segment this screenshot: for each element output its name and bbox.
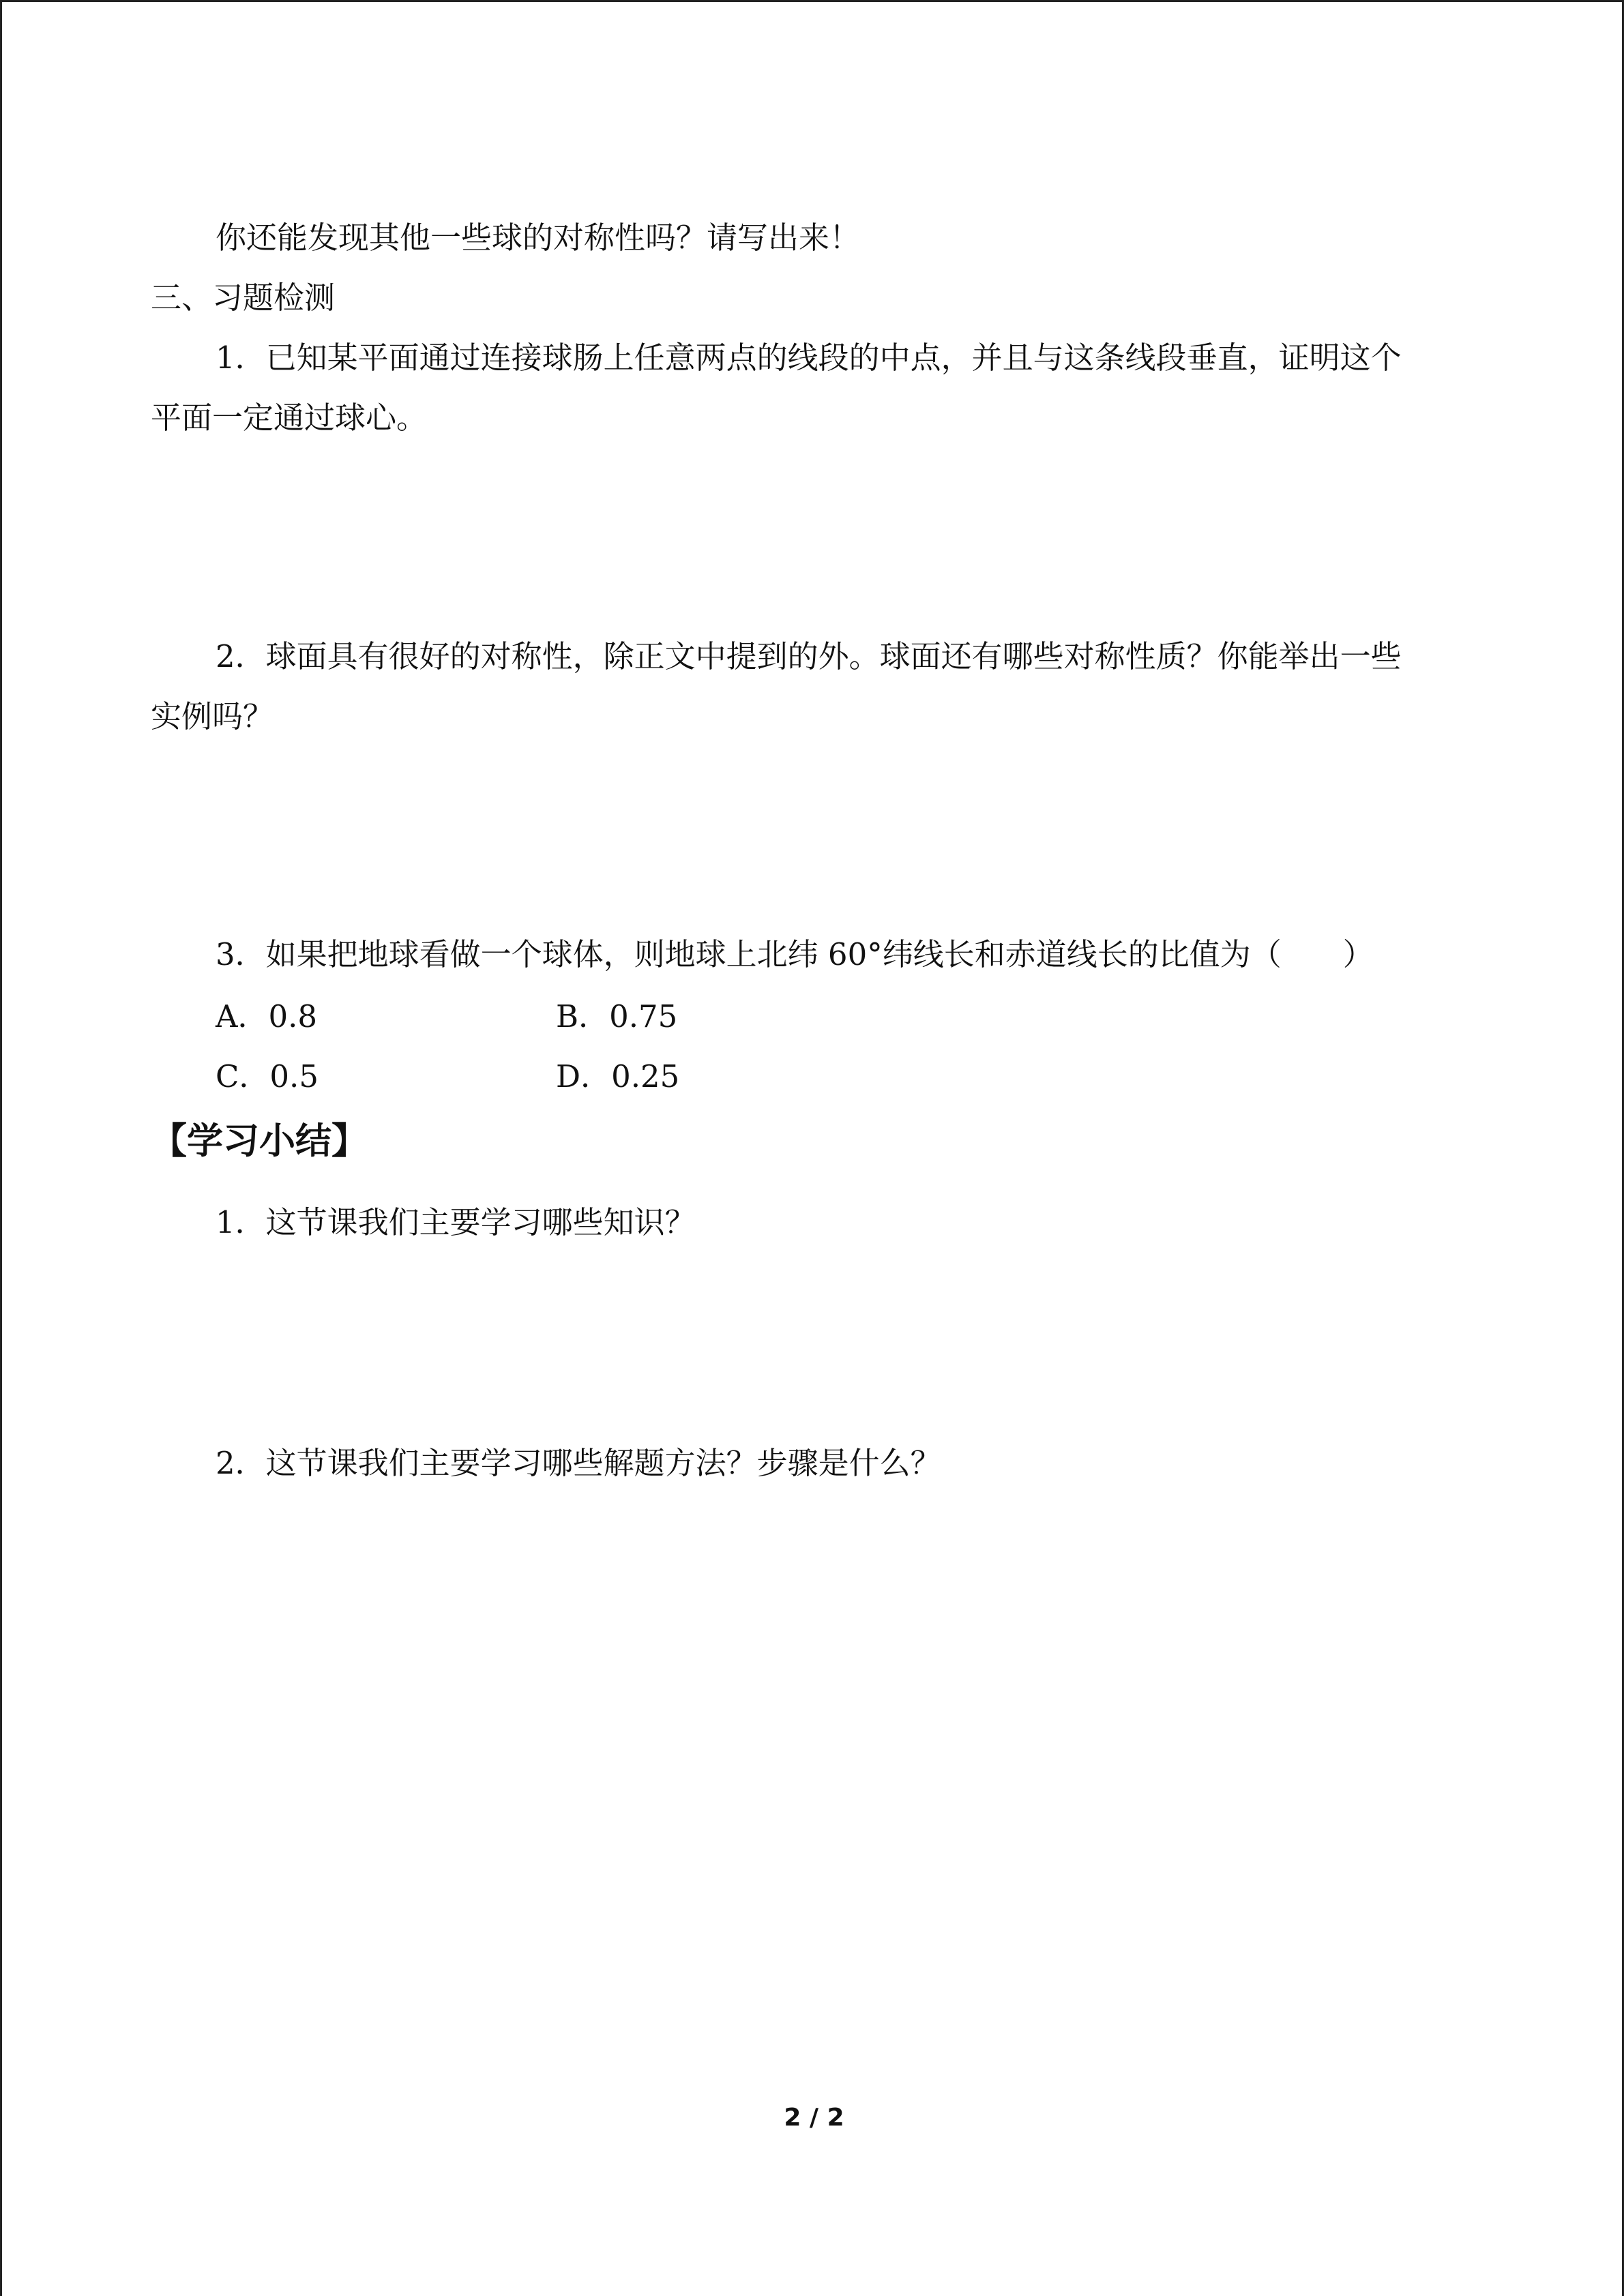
question-3-stem: 3．如果把地球看做一个球体，则地球上北纬 60°纬线长和赤道线长的比值为（ ） [216, 936, 1374, 972]
option-d: D．0.25 [556, 1058, 680, 1094]
page-number: 2 / 2 [784, 2104, 844, 2132]
question-2-line-1: 2．球面具有很好的对称性，除正文中提到的外。球面还有哪些对称性质？你能举出一些 [216, 638, 1402, 674]
option-b: B．0.75 [556, 998, 678, 1034]
option-c: C．0.5 [216, 1058, 319, 1094]
section-title-exercises: 三、习题检测 [151, 280, 336, 316]
summary-heading: 【学习小结】 [151, 1120, 368, 1162]
option-a: A．0.8 [216, 998, 318, 1034]
intro-question: 你还能发现其他一些球的对称性吗？请写出来！ [216, 220, 861, 256]
question-1-line-1: 1．已知某平面通过连接球肠上任意两点的线段的中点，并且与这条线段垂直，证明这个 [216, 340, 1402, 376]
summary-item-2: 2．这节课我们主要学习哪些解题方法？步骤是什么？ [216, 1445, 941, 1481]
question-2-line-2: 实例吗？ [151, 698, 274, 734]
summary-item-1: 1．这节课我们主要学习哪些知识？ [216, 1204, 696, 1240]
question-1-line-2: 平面一定通过球心。 [151, 400, 428, 436]
